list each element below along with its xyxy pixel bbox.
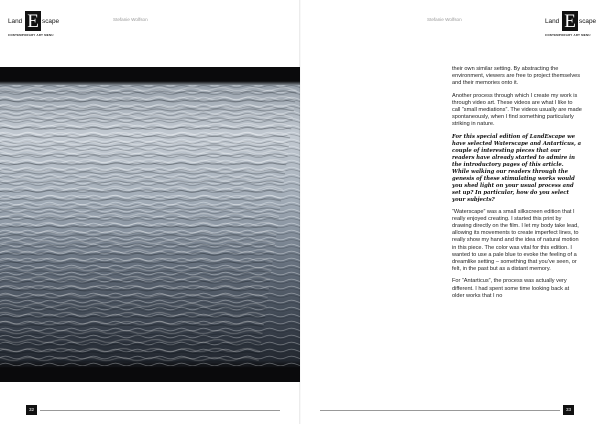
interview-question: For this special edition of LandEscape we have selected Waterscape and Antarticus, a couple of interesting pieces that our readers have already started to admire in the introductory pages of this article. While walking our readers through the genesis of these stimulating works would you shed light on your usual process and set up? In particular, how do you select your subjects? (452, 133, 582, 203)
page-number: 32 (26, 405, 37, 415)
right-page (300, 0, 600, 424)
water-photo (0, 67, 300, 382)
logo-word-land: Land (545, 18, 560, 25)
water-ripples-image (0, 67, 300, 382)
page-number: 33 (563, 405, 574, 415)
logo-tagline: CONTEMPORARY ART MENU (545, 33, 591, 37)
logo-letter-box: E (25, 11, 41, 31)
footer-rule (320, 410, 560, 411)
logo-letter-box: E (562, 11, 578, 31)
magazine-logo (8, 11, 68, 41)
body-paragraph: Another process through which I create my work is through video art. These videos are what I like to call “small mediations”. The videos usually are made spontaneously, when I find something particularly striking in nature. (452, 92, 582, 128)
logo-word-land: Land (8, 18, 23, 25)
article-body (452, 66, 582, 305)
logo-word-scape: scape (42, 18, 60, 25)
logo-word-scape: scape (579, 18, 597, 25)
body-paragraph: “Waterscape” was a small silkscreen edition that I really enjoyed creating. I started this print by drawing directly on the film. I let my body take lead, allowing its movements to create imperfect lines, to really show my hand and the idea of natural motion in this piece. The color was vital for this edition. I wanted to use a pale blue to evoke the feeling of a dreamlike setting – something that you’ve seen, or felt, in the past but as a distant memory. (452, 208, 579, 273)
footer-rule (40, 410, 280, 411)
logo-tagline: CONTEMPORARY ART MENU (8, 33, 54, 37)
header-author: Stefanie Wolfson (113, 17, 148, 22)
body-paragraph: their own similar setting. By abstracting the environment, viewers are free to project themselves and their memories onto it. (452, 66, 581, 87)
body-paragraph: For “Antarticus”, the process was actually very different. I had spent some time looking back at older works that I no (452, 278, 570, 299)
magazine-logo (545, 11, 600, 41)
header-author: Stefanie Wolfson (427, 17, 462, 22)
